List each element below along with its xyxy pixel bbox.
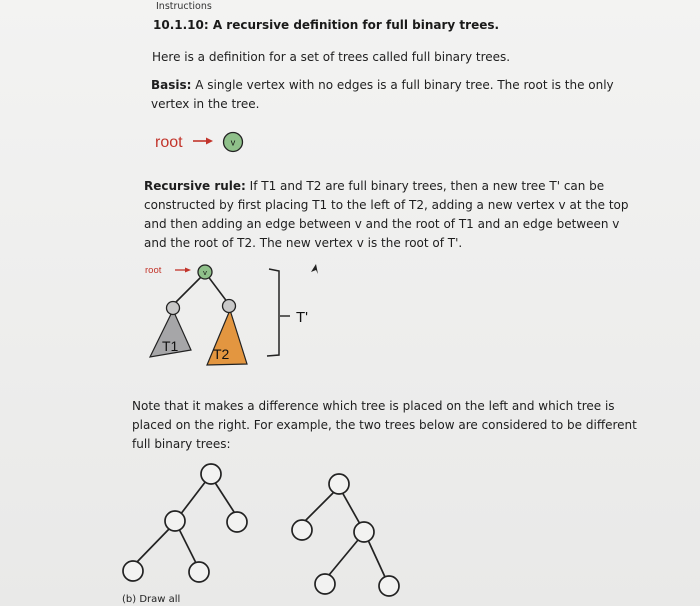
- left-tree-left-leaf-node: [123, 561, 143, 581]
- example-tree-right: [292, 474, 399, 596]
- recursive-rule-label: Recursive rule:: [144, 179, 246, 193]
- right-tree-right-child-node: [354, 522, 374, 542]
- right-tree-right-leaf-node: [379, 576, 399, 596]
- t-prime-label: T': [296, 309, 309, 326]
- instructions-label: Instructions: [156, 1, 212, 12]
- basis-label: Basis:: [151, 78, 192, 92]
- basis-vertex-label: v: [230, 137, 236, 148]
- right-tree-root-node: [329, 474, 349, 494]
- left-tree-left-child-node: [165, 511, 185, 531]
- cutoff-question-text: (b) Draw all: [122, 594, 181, 605]
- basis-text: A single vertex with no edges is a full binary tree. The root is the only vertex in the tree.: [151, 78, 614, 111]
- recursive-root-label: root: [145, 265, 162, 276]
- t1-label: T1: [162, 338, 179, 354]
- right-tree-left-leaf-node: [315, 574, 335, 594]
- t2-label: T2: [213, 346, 230, 362]
- right-tree-left-child-node: [292, 520, 312, 540]
- left-tree-root-node: [201, 464, 221, 484]
- note-paragraph: Note that it makes a difference which tree is placed on the left and which tree is placed on the right. For example, the two trees below are considered to be different full binary trees:: [132, 399, 637, 451]
- recursive-vertex-label: v: [203, 268, 207, 277]
- section-heading: 10.1.10: A recursive definition for full binary trees.: [153, 18, 500, 32]
- left-tree-right-child-node: [227, 512, 247, 532]
- recursive-rule-text: If T1 and T2 are full binary trees, then a new tree T' can be constructed by first placing T1 to the left of T2, adding a new vertex v at the top and then adding an edge between v and the root of T1 and an edge between v and the root of T2. The new vertex v is the root of T'.: [144, 179, 629, 250]
- example-tree-left: [123, 464, 247, 582]
- left-tree-right-leaf-node: [189, 562, 209, 582]
- basis-root-label: root: [155, 134, 183, 151]
- intro-text: Here is a definition for a set of trees called full binary trees.: [152, 50, 511, 64]
